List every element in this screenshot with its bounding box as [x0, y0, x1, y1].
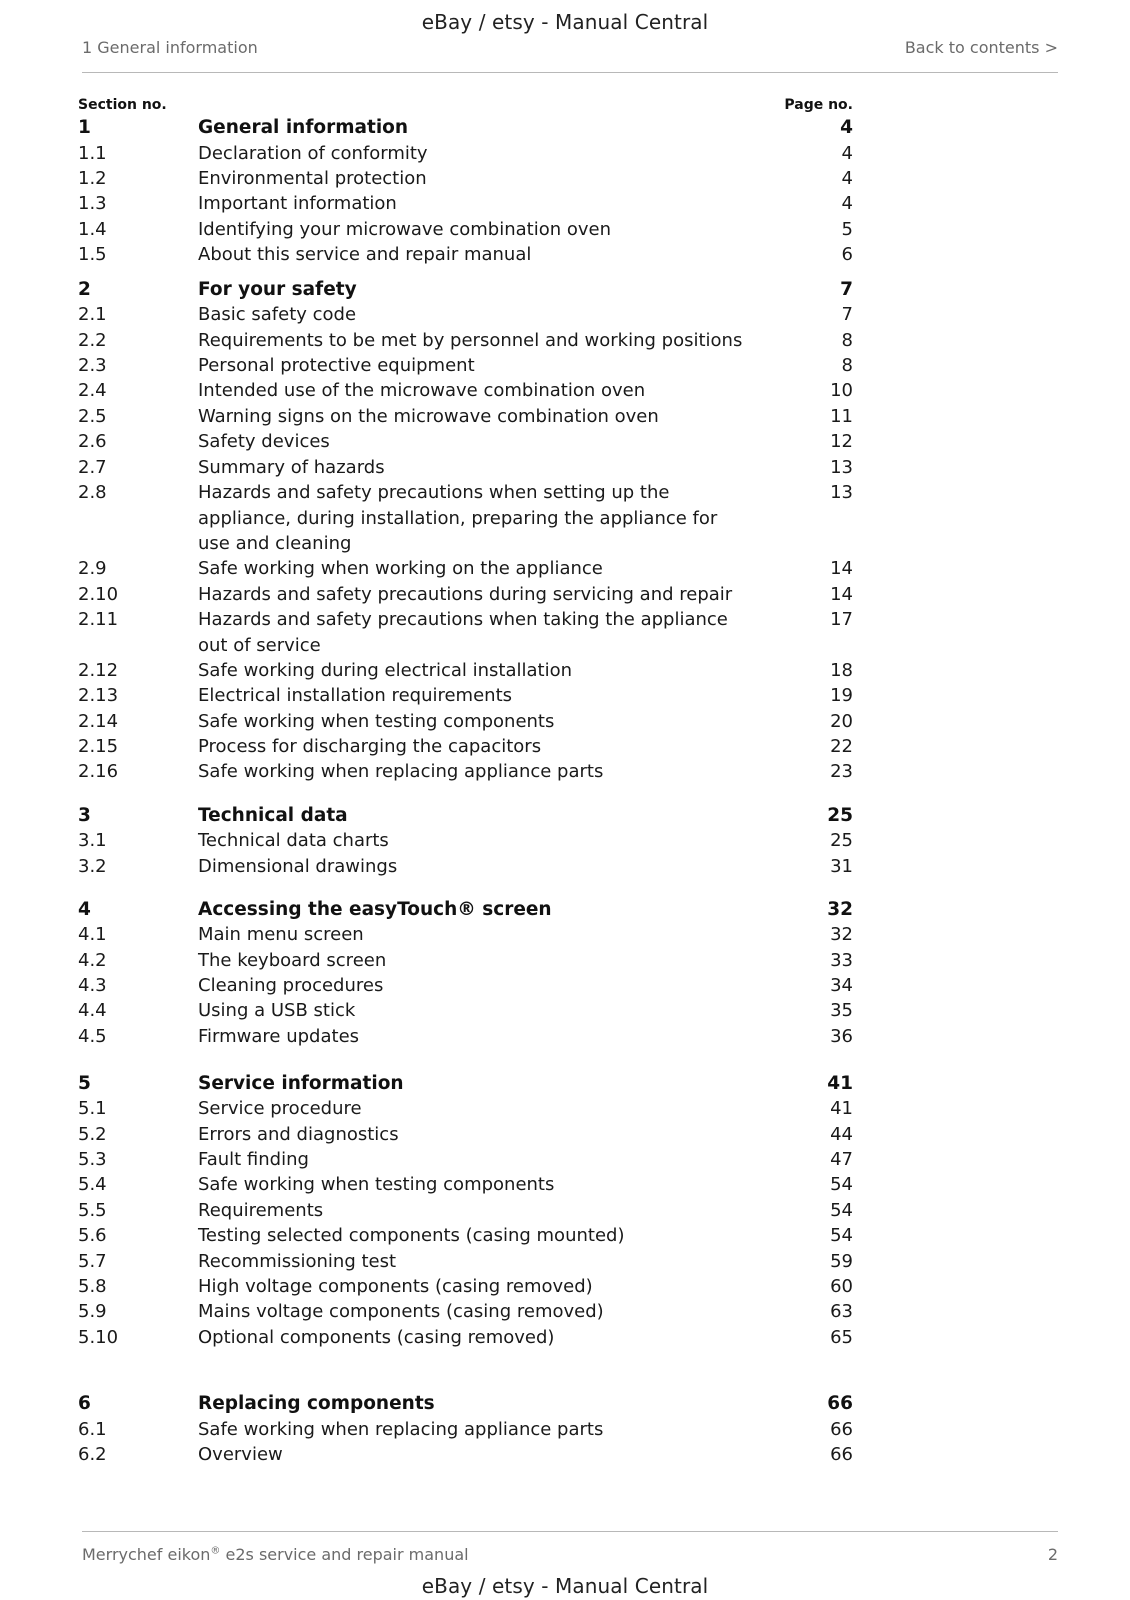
toc-title: Testing selected components (casing mounted): [198, 1225, 625, 1246]
toc-page-number: 4: [841, 168, 853, 189]
toc-page-number: 18: [830, 660, 853, 681]
toc-page-number: 7: [840, 279, 853, 300]
toc-section-number: 3.1: [78, 830, 107, 851]
toc-title: Recommissioning test: [198, 1251, 397, 1272]
toc-section-number: 2: [78, 279, 91, 300]
toc-title: The keyboard screen: [198, 950, 387, 971]
toc-page-number: 31: [830, 856, 853, 877]
toc-title: Safe working when testing components: [198, 1174, 555, 1195]
toc-page-number: 14: [830, 584, 853, 605]
toc-title: Intended use of the microwave combination oven: [198, 380, 646, 401]
toc-section-number: 3.2: [78, 856, 107, 877]
toc-title: Safe working during electrical installation: [198, 660, 573, 681]
toc-section-number: 2.5: [78, 406, 107, 427]
toc-section-number: 6.1: [78, 1419, 107, 1440]
toc-page-number: 60: [830, 1276, 853, 1297]
toc-title: Mains voltage components (casing removed): [198, 1301, 604, 1322]
toc-page-number: 7: [841, 304, 853, 325]
toc-page-number: 63: [830, 1301, 853, 1322]
toc-section-number: 1.2: [78, 168, 107, 189]
toc-section-number: 4: [78, 899, 91, 920]
toc-section-number: 1.3: [78, 193, 107, 214]
toc-page-number: 17: [830, 609, 853, 630]
doc-name-prefix: Merrychef eikon: [82, 1545, 211, 1564]
toc-page-number: 35: [830, 1000, 853, 1021]
toc-section-number: 2.6: [78, 431, 107, 452]
toc-section-number: 1.5: [78, 244, 107, 265]
toc-page-number: 66: [830, 1444, 853, 1465]
toc-section-number: 5.1: [78, 1098, 107, 1119]
toc-section-number: 2.10: [78, 584, 119, 605]
toc-title: Service procedure: [198, 1098, 362, 1119]
toc-page-number: 66: [830, 1419, 853, 1440]
toc-title: About this service and repair manual: [198, 244, 532, 265]
toc-page-number: 34: [830, 975, 853, 996]
footer-document-name: [82, 1545, 469, 1564]
toc-section-number: 2.15: [78, 736, 119, 757]
toc-page-number: 14: [830, 558, 853, 579]
toc-section-number: 5.5: [78, 1200, 107, 1221]
registered-mark: ®: [210, 1545, 221, 1557]
toc-title: Replacing components: [198, 1393, 435, 1414]
toc-section-number: 3: [78, 805, 91, 826]
toc-section-number: 5.6: [78, 1225, 107, 1246]
toc-section-number: 2.8: [78, 482, 107, 503]
toc-page-number: 22: [830, 736, 853, 757]
footer-page-number: 2: [1047, 1545, 1058, 1564]
column-header-page: Page no.: [784, 97, 853, 113]
toc-page-number: 59: [830, 1251, 853, 1272]
toc-page-number: 33: [830, 950, 853, 971]
toc-title: High voltage components (casing removed): [198, 1276, 593, 1297]
toc-section-number: 4.4: [78, 1000, 107, 1021]
toc-title: Cleaning procedures: [198, 975, 384, 996]
toc-page-number: 4: [840, 117, 853, 138]
toc-page-number: 66: [827, 1393, 853, 1414]
toc-page-number: 10: [830, 380, 853, 401]
toc-page-number: 47: [830, 1149, 853, 1170]
toc-section-number: 2.11: [78, 609, 119, 630]
toc-title: Safety devices: [198, 431, 330, 452]
toc-title: Hazards and safety precautions when setting up the appliance, during installation, preparing the appliance for use and cleaning: [198, 482, 718, 554]
toc-title: Personal protective equipment: [198, 355, 475, 376]
toc-title: Warning signs on the microwave combination oven: [198, 406, 659, 427]
header-section-ref: 1 General information: [82, 38, 258, 57]
toc-section-number: 5: [78, 1073, 91, 1094]
toc-section-number: 1.4: [78, 219, 107, 240]
toc-page-number: 12: [830, 431, 853, 452]
toc-title: Identifying your microwave combination oven: [198, 219, 612, 240]
toc-page-number: 4: [841, 193, 853, 214]
running-footer: [82, 1545, 1058, 1567]
footer-rule: [82, 1531, 1058, 1532]
toc-page-number: 41: [827, 1073, 853, 1094]
toc-title: Process for discharging the capacitors: [198, 736, 542, 757]
watermark-top: eBay / etsy - Manual Central: [421, 10, 709, 34]
toc-page-number: 25: [827, 805, 853, 826]
toc-section-number: 2.13: [78, 685, 119, 706]
toc-title: Safe working when working on the appliance: [198, 558, 603, 579]
toc-title: Hazards and safety precautions when taking the appliance out of service: [198, 609, 728, 656]
back-to-contents-link[interactable]: Back to contents >: [904, 38, 1058, 57]
toc-title: Service information: [198, 1073, 404, 1094]
toc-section-number: 5.4: [78, 1174, 107, 1195]
toc-title: Hazards and safety precautions during servicing and repair: [198, 584, 733, 605]
toc-page-number: 6: [841, 244, 853, 265]
toc-title: Electrical installation requirements: [198, 685, 513, 706]
toc-title: For your safety: [198, 279, 357, 300]
header-rule: [82, 72, 1058, 73]
toc-page-number: 23: [830, 761, 853, 782]
toc-title: Requirements: [198, 1200, 324, 1221]
toc-title: Technical data charts: [198, 830, 389, 851]
toc-section-number: 2.14: [78, 711, 119, 732]
toc-title: Requirements to be met by personnel and working positions: [198, 330, 743, 351]
toc-title: Optional components (casing removed): [198, 1327, 555, 1348]
toc-section-number: 4.2: [78, 950, 107, 971]
toc-section-number: 4.5: [78, 1026, 107, 1047]
toc-page-number: 11: [830, 406, 853, 427]
toc-title: Dimensional drawings: [198, 856, 398, 877]
toc-title: Fault finding: [198, 1149, 309, 1170]
toc-page-number: 41: [830, 1098, 853, 1119]
toc-section-number: 1: [78, 117, 91, 138]
toc-title: Main menu screen: [198, 924, 364, 945]
toc-section-number: 6.2: [78, 1444, 107, 1465]
toc-title: Declaration of conformity: [198, 143, 428, 164]
toc-title: General information: [198, 117, 409, 138]
toc-section-number: 2.2: [78, 330, 107, 351]
toc-section-number: 2.3: [78, 355, 107, 376]
toc-title: Summary of hazards: [198, 457, 385, 478]
toc-page-number: 8: [841, 355, 853, 376]
toc-page-number: 54: [830, 1174, 853, 1195]
toc-page-number: 8: [841, 330, 853, 351]
toc-section-number: 5.10: [78, 1327, 119, 1348]
watermark-bottom: eBay / etsy - Manual Central: [421, 1574, 709, 1598]
toc-section-number: 2.12: [78, 660, 119, 681]
toc-title: Accessing the easyTouch® screen: [198, 899, 552, 920]
toc-page-number: 13: [830, 457, 853, 478]
toc-page-number: 32: [830, 924, 853, 945]
toc-title: Errors and diagnostics: [198, 1124, 399, 1145]
toc-title: Basic safety code: [198, 304, 357, 325]
doc-name-suffix: e2s service and repair manual: [220, 1545, 469, 1564]
running-header: [82, 38, 1058, 60]
toc-title: Safe working when replacing appliance parts: [198, 1419, 604, 1440]
toc-page-number: 32: [827, 899, 853, 920]
toc-section-number: 6: [78, 1393, 91, 1414]
toc-title: Using a USB stick: [198, 1000, 356, 1021]
toc-title: Important information: [198, 193, 397, 214]
toc-section-number: 5.2: [78, 1124, 107, 1145]
toc-page-number: 54: [830, 1200, 853, 1221]
toc-title: Firmware updates: [198, 1026, 360, 1047]
toc-title: Safe working when replacing appliance parts: [198, 761, 604, 782]
toc-page-number: 44: [830, 1124, 853, 1145]
toc-section-number: 2.16: [78, 761, 119, 782]
toc-section-number: 5.8: [78, 1276, 107, 1297]
toc-section-number: 1.1: [78, 143, 107, 164]
toc-section-number: 5.7: [78, 1251, 107, 1272]
toc-page-number: 20: [830, 711, 853, 732]
toc-page-number: 13: [830, 482, 853, 503]
toc-page-number: 5: [841, 219, 853, 240]
toc-section-number: 4.1: [78, 924, 107, 945]
toc-page-number: 19: [830, 685, 853, 706]
toc-page-number: 25: [830, 830, 853, 851]
toc-title: Environmental protection: [198, 168, 427, 189]
toc-section-number: 5.3: [78, 1149, 107, 1170]
toc-page-number: 4: [841, 143, 853, 164]
toc-section-number: 5.9: [78, 1301, 107, 1322]
toc-page-number: 54: [830, 1225, 853, 1246]
toc-section-number: 4.3: [78, 975, 107, 996]
toc-page-number: 36: [830, 1026, 853, 1047]
toc-page-number: 65: [830, 1327, 853, 1348]
toc-section-number: 2.4: [78, 380, 107, 401]
toc-section-number: 2.7: [78, 457, 107, 478]
column-header-section: Section no.: [78, 97, 167, 113]
toc-section-number: 2.1: [78, 304, 107, 325]
toc-title: Safe working when testing components: [198, 711, 555, 732]
toc-title: Overview: [198, 1444, 283, 1465]
toc-title: Technical data: [198, 805, 348, 826]
toc-section-number: 2.9: [78, 558, 107, 579]
